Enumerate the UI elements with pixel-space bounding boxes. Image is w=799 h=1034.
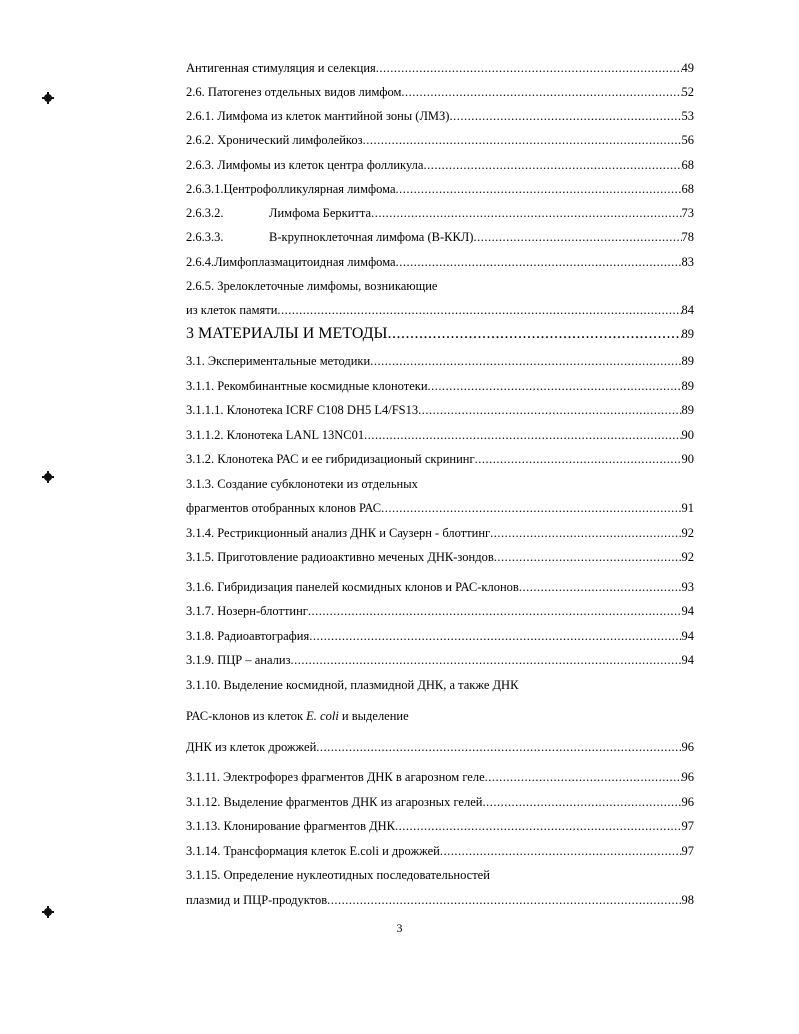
toc-entry-page: 78: [681, 230, 694, 244]
binder-hole-mark-bottom: [44, 908, 52, 916]
toc-entry-title: 3.1.12. Выделение фрагментов ДНК из агарозных гелей: [186, 795, 483, 809]
toc-entry-title: 3.1.5. Приготовление радиоактивно меченых ДНК-зондов: [186, 550, 494, 564]
toc-entry-title: 2.6.1. Лимфома из клеток мантийной зоны (ЛМЗ): [186, 109, 450, 123]
toc-leader-dots: [396, 254, 682, 270]
toc-entry: [186, 353, 694, 369]
toc-entry: [186, 652, 694, 668]
toc-leader-dots: [418, 402, 681, 418]
toc-entry-title: 2.6.5. Зрелоклеточные лимфомы, возникающие: [186, 279, 438, 293]
toc-entry-title: 2.6.3. Лимфомы из клеток центра фолликула: [186, 158, 424, 172]
toc-entry: [186, 157, 694, 173]
toc-entry: [186, 84, 694, 100]
toc-entry-title: 3.1.1. Рекомбинантные космидные клонотеки: [186, 379, 428, 393]
toc-entry: [186, 843, 694, 859]
toc-entry-title: 3.1.2. Клонотека РАС и ее гибридизационый скрининг: [186, 452, 475, 466]
toc-leader-dots: [428, 378, 682, 394]
toc-entry: [186, 677, 694, 693]
toc-entry-title: 3.1.14. Трансформация клеток E.coli и дрожжей: [186, 844, 440, 858]
toc-leader-dots: [381, 500, 681, 516]
toc-entry-title: 3.1. Экспериментальные методики: [186, 354, 371, 368]
toc-entry-title: 3.1.6. Гибридизация панелей космидных клонов и РАС-клонов: [186, 580, 519, 594]
toc-entry-title: Антигенная стимуляция и селекция: [186, 61, 376, 75]
toc-entry: [186, 603, 694, 619]
toc-leader-dots: [423, 157, 681, 173]
toc-entry-title: 3.1.4. Рестрикционный анализ ДНК и Саузерн - блоттинг: [186, 526, 491, 540]
toc-leader-dots: [490, 525, 681, 541]
toc-entry-title: 3.1.13. Клонирование фрагментов ДНК: [186, 819, 396, 833]
toc-entry-title: В-крупноклеточная лимфома (В-ККЛ): [269, 230, 474, 244]
toc-entry-page: 96: [681, 740, 694, 754]
toc-leader-dots: [370, 353, 681, 369]
toc-entry-page: 93: [681, 580, 694, 594]
toc-entry-page: 89: [681, 403, 694, 417]
toc-entry-title: плазмид и ПЦР-продуктов: [186, 893, 328, 907]
toc-entry-page: 73: [681, 206, 694, 220]
toc-entry: [186, 769, 694, 785]
toc-entry-page: 52: [681, 85, 694, 99]
binder-hole-mark-top: [44, 94, 52, 102]
toc-entry: [186, 549, 694, 565]
toc-entry-title: 3 МАТЕРИАЛЫ И МЕТОДЫ: [186, 325, 388, 342]
toc-entry-title: 2.6. Патогенез отдельных видов лимфом: [186, 85, 402, 99]
toc-entry-page: 56: [681, 133, 694, 147]
toc-leader-dots: [475, 451, 682, 467]
toc-entry-title: 2.6.4.Лимфоплазмацитоидная лимфома: [186, 255, 396, 269]
toc-entry: [186, 181, 694, 197]
toc-entry: [186, 451, 694, 467]
toc-entry: [186, 579, 694, 595]
toc-leader-dots: [519, 579, 682, 595]
toc-entry-page: 94: [681, 653, 694, 667]
toc-entry: [186, 278, 694, 294]
toc-entry-number: 2.6.3.3.: [186, 230, 224, 244]
toc-entry-page: 92: [681, 550, 694, 564]
toc-leader-dots: [376, 60, 682, 76]
toc-entry-page: 89: [681, 327, 694, 341]
toc-leader-dots: [309, 628, 681, 644]
toc-entry-title: 3.1.8. Радиоавтография: [186, 629, 310, 643]
toc-entry-page: 89: [681, 354, 694, 368]
toc-leader-dots: [291, 652, 682, 668]
toc-entry: [186, 402, 694, 418]
toc-entry-page: 90: [681, 452, 694, 466]
toc-entry-number: 2.6.3.2.: [186, 206, 224, 220]
toc-leader-dots: [277, 302, 681, 318]
toc-entry-page: 89: [681, 379, 694, 393]
toc-entry-title: 3.1.10. Выделение космидной, плазмидной ДНК, а также ДНК: [186, 678, 519, 692]
toc-entry-title-italic: E. coli: [306, 709, 339, 723]
toc-entry: [186, 739, 694, 755]
toc-entry: [186, 867, 694, 883]
page-number: 3: [396, 921, 403, 935]
toc-entry-title-part: и выделение: [341, 709, 409, 723]
toc-leader-dots: [363, 132, 682, 148]
toc-leader-dots: [308, 603, 682, 619]
toc-entry-page: 90: [681, 428, 694, 442]
toc-entry: [186, 892, 694, 908]
toc-entry-title: Лимфома Беркитта: [269, 206, 372, 220]
toc-entry-title: 3.1.1.2. Клонотека LANL 13NC01: [186, 428, 365, 442]
toc-entry-page: 94: [681, 604, 694, 618]
toc-entry: [186, 108, 694, 124]
toc-entry-page: 68: [681, 182, 694, 196]
toc-entry-title: 3.1.1.1. Клонотека ICRF C108 DH5 L4/FS13: [186, 403, 419, 417]
toc-leader-dots: [473, 229, 681, 245]
toc-entry-page: 91: [681, 501, 694, 515]
toc-leader-dots: [440, 843, 682, 859]
toc-entry-page: 96: [681, 795, 694, 809]
toc-entry: [186, 628, 694, 644]
toc-leader-dots: [482, 794, 681, 810]
toc-entry-page: 98: [681, 893, 694, 907]
toc-entry-title: [186, 708, 409, 724]
toc-entry-page: 53: [681, 109, 694, 123]
toc-entry: [186, 476, 694, 492]
toc-leader-dots: [485, 769, 682, 785]
toc-entry-title: из клеток памяти: [186, 303, 278, 317]
toc-entry: [186, 205, 694, 221]
toc-entry-page: 83: [681, 255, 694, 269]
toc-leader-dots: [396, 181, 682, 197]
toc-leader-dots: [316, 739, 681, 755]
toc-entry-page: 92: [681, 526, 694, 540]
toc-entry-title: фрагментов отобранных клонов РАС: [186, 501, 382, 515]
toc-entry-page: 94: [681, 629, 694, 643]
toc-leader-dots: [395, 818, 681, 834]
toc-entry: [186, 60, 694, 76]
binder-hole-mark-middle: [44, 473, 52, 481]
toc-entry-page: 97: [681, 819, 694, 833]
toc-leader-dots: [327, 892, 681, 908]
toc-entry-title: 3.1.7. Нозерн-блоттинг: [186, 604, 308, 618]
toc-chapter-entry: [186, 324, 694, 344]
toc-entry-title: ДНК из клеток дрожжей: [186, 740, 317, 754]
toc-entry: [186, 525, 694, 541]
toc-entry: [186, 708, 694, 724]
toc-entry: [186, 794, 694, 810]
toc-entry: [186, 132, 694, 148]
toc-entry: [186, 302, 694, 318]
toc-entry: [186, 500, 694, 516]
toc-entry-page: 96: [681, 770, 694, 784]
toc-leader-dots: [364, 427, 681, 443]
toc-entry: [186, 818, 694, 834]
toc-entry-page: 97: [681, 844, 694, 858]
toc-entry-page: 84: [681, 303, 694, 317]
toc-entry-title: 2.6.3.1.Центрофолликулярная лимфома: [186, 182, 396, 196]
toc-leader-dots: [371, 205, 681, 221]
toc-entry-title-part: РАС-клонов из клеток: [186, 709, 304, 723]
toc-leader-dots: [387, 324, 681, 344]
toc-entry-title: 3.1.11. Электрофорез фрагментов ДНК в агарозном геле: [186, 770, 485, 784]
toc-entry-title: 2.6.2. Хронический лимфолейкоз: [186, 133, 363, 147]
toc-leader-dots: [494, 549, 682, 565]
toc-entry: [186, 254, 694, 270]
toc-entry: [186, 229, 694, 245]
toc-entry-title: 3.1.3. Создание субклонотеки из отдельных: [186, 477, 418, 491]
toc-entry-title: 3.1.15. Определение нуклеотидных последовательностей: [186, 868, 490, 882]
toc-leader-dots: [449, 108, 681, 124]
toc-entry-page: 68: [681, 158, 694, 172]
toc-entry: [186, 378, 694, 394]
toc-entry-title: 3.1.9. ПЦР – анализ: [186, 653, 291, 667]
toc-entry-page: 49: [681, 61, 694, 75]
toc-entry: [186, 427, 694, 443]
toc-leader-dots: [401, 84, 681, 100]
